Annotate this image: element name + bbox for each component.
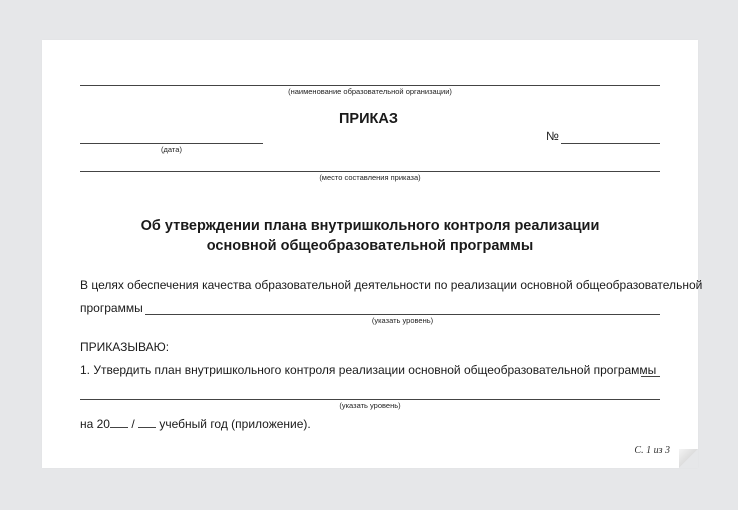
item-1-line-1: 1. Утвердить план внутришкольного контроля реализации основной общеобразовательной программы xyxy=(80,363,657,377)
item-1-trailing-blank xyxy=(641,376,660,377)
paragraph-1-line-1: В целях обеспечения качества образовательной деятельности по реализации основной общеобразовательной xyxy=(80,278,703,292)
level-line-1 xyxy=(145,314,660,315)
number-sign: № xyxy=(546,129,559,143)
year-end-blank xyxy=(138,417,156,428)
year-slash: / xyxy=(131,417,135,431)
order-word: ПРИКАЗЫВАЮ: xyxy=(80,340,170,354)
year-start-blank xyxy=(110,417,128,428)
date-caption: (дата) xyxy=(161,145,182,154)
level-caption-2: (указать уровень) xyxy=(339,401,401,410)
number-line xyxy=(561,143,660,144)
page-number: С. 1 из 3 xyxy=(634,445,670,456)
order-heading-line-1: Об утверждении плана внутришкольного контроля реализации xyxy=(140,218,600,234)
org-name-caption: (наименование образовательной организации) xyxy=(288,87,452,96)
date-line xyxy=(80,143,263,144)
year-suffix: учебный год (приложение). xyxy=(159,417,311,431)
level-line-2 xyxy=(80,399,660,400)
document-page xyxy=(42,40,703,468)
page-corner-fold xyxy=(679,449,698,468)
paragraph-1-line-2: программы xyxy=(80,301,143,315)
year-prefix: на 20 xyxy=(80,417,110,431)
place-caption: (место составления приказа) xyxy=(319,173,421,182)
document-title: ПРИКАЗ xyxy=(339,111,398,127)
level-caption-1: (указать уровень) xyxy=(371,316,434,325)
org-name-line xyxy=(80,85,660,86)
place-line xyxy=(80,171,660,172)
order-heading-line-2: основной общеобразовательной программы xyxy=(206,238,534,254)
school-year-line xyxy=(80,417,311,431)
